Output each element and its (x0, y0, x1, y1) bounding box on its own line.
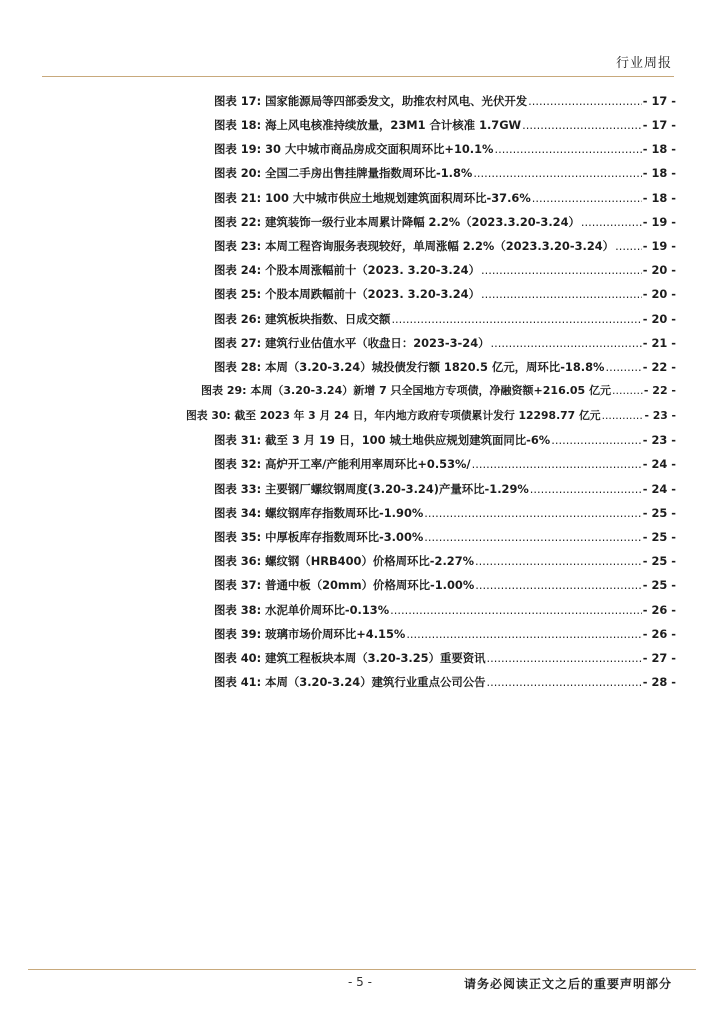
figure-label: 图表 22: (214, 215, 262, 229)
leader-dots (602, 406, 644, 426)
figure-label: 图表 32: (214, 457, 262, 471)
figure-title: 截至 2023 年 3 月 24 日，年内地方政府专项债累计发行 12298.77 亿元 (234, 409, 601, 422)
toc-entry-20[interactable] (214, 163, 676, 183)
page-ref: - 28 - (642, 675, 676, 689)
figure-title: 截至 3 月 19 日，100 城土地供应规划建筑面同比-6% (265, 433, 551, 447)
leader-dots (605, 357, 641, 377)
page-ref: - 23 - (644, 409, 676, 422)
page-ref: - 17 - (642, 118, 676, 132)
leader-dots (473, 163, 641, 183)
figure-label: 图表 24: (214, 263, 262, 277)
page-ref: - 22 - (643, 384, 676, 397)
figure-label: 图表 27: (214, 336, 262, 350)
leader-dots (612, 381, 643, 401)
leader-dots (481, 284, 642, 304)
figure-title: 螺纹钢（HRB400）价格周环比-2.27% (265, 554, 475, 568)
leader-dots (424, 503, 641, 523)
figure-label: 图表 40: (214, 651, 262, 665)
figure-label: 图表 30: (186, 409, 231, 422)
leader-dots (551, 430, 642, 450)
page-ref: - 18 - (642, 166, 676, 180)
page-ref: - 18 - (642, 142, 676, 156)
figure-title: 全国二手房出售挂牌量指数周环比-1.8% (265, 166, 473, 180)
report-type-header: 行业周报 (615, 56, 672, 71)
toc-entry-39[interactable] (214, 624, 676, 644)
page-ref: - 21 - (642, 336, 676, 350)
page-ref: - 26 - (642, 603, 676, 617)
disclaimer-text: 请务必阅读正文之后的重要声明部分 (463, 977, 672, 991)
page-ref: - 17 - (642, 94, 676, 108)
figure-title: 中厚板库存指数周环比-3.00% (265, 530, 424, 544)
toc-entry-21[interactable] (214, 188, 676, 208)
page-ref: - 25 - (642, 554, 676, 568)
figure-title: 主要钢厂螺纹钢周度(3.20-3.24)产量环比-1.29% (265, 482, 529, 496)
leader-dots (487, 672, 642, 692)
figure-label: 图表 39: (214, 627, 262, 641)
figure-label: 图表 29: (201, 384, 247, 397)
toc-entry-19[interactable] (214, 139, 676, 159)
page-ref: - 18 - (642, 191, 676, 205)
figure-label: 图表 41: (214, 675, 262, 689)
figure-title: 本周工程咨询服务表现较好，单周涨幅 2.2%（2023.3.20-3.24） (265, 239, 615, 253)
leader-dots (391, 309, 641, 329)
page-ref: - 23 - (642, 433, 676, 447)
toc-entry-18[interactable] (214, 115, 676, 135)
figure-title: 30 大中城市商品房成交面积周环比+10.1% (265, 142, 494, 156)
page-ref: - 20 - (642, 312, 676, 326)
page-ref: - 20 - (642, 263, 676, 277)
figure-label: 图表 23: (214, 239, 262, 253)
toc-entry-37[interactable] (214, 575, 676, 595)
figure-title: 螺纹钢库存指数周环比-1.90% (265, 506, 424, 520)
figure-title: 本周（3.20-3.24）城投债发行额 1820.5 亿元，周环比-18.8% (265, 360, 605, 374)
figure-title: 高炉开工率/产能利用率周环比+0.53%/ (265, 457, 471, 471)
page-ref: - 25 - (642, 578, 676, 592)
leader-dots (530, 479, 642, 499)
page-ref: - 27 - (642, 651, 676, 665)
leader-dots (475, 575, 641, 595)
toc-entry-23[interactable] (214, 236, 676, 256)
toc-entry-32[interactable] (214, 454, 676, 474)
leader-dots (472, 454, 642, 474)
figure-title: 本周（3.20-3.24）新增 7 只全国地方专项债，净融资额+216.05 亿元 (250, 384, 612, 397)
leader-dots (487, 648, 642, 668)
figure-title: 个股本周跌幅前十（2023. 3.20-3.24） (265, 287, 480, 301)
toc-entry-27[interactable] (214, 333, 676, 353)
toc-entry-40[interactable] (214, 648, 676, 668)
toc-entry-29[interactable] (201, 381, 676, 401)
toc-entry-41[interactable] (214, 672, 676, 692)
toc-entry-22[interactable] (214, 212, 676, 232)
figure-title: 水泥单价周环比-0.13% (265, 603, 390, 617)
page-ref: - 22 - (642, 360, 676, 374)
page-ref: - 19 - (642, 215, 676, 229)
page-ref: - 25 - (642, 506, 676, 520)
toc-entry-26[interactable] (214, 309, 676, 329)
toc-entry-31[interactable] (214, 430, 676, 450)
figure-label: 图表 33: (214, 482, 262, 496)
figure-label: 图表 34: (214, 506, 262, 520)
page-ref: - 26 - (642, 627, 676, 641)
leader-dots (424, 527, 641, 547)
leader-dots (615, 236, 642, 256)
figure-label: 图表 26: (214, 312, 262, 326)
figure-label: 图表 25: (214, 287, 262, 301)
figure-label: 图表 17: (214, 94, 262, 108)
leader-dots (494, 139, 641, 159)
figure-title: 普通中板（20mm）价格周环比-1.00% (265, 578, 475, 592)
leader-dots (390, 600, 642, 620)
figure-label: 图表 36: (214, 554, 262, 568)
figure-label: 图表 38: (214, 603, 262, 617)
figure-title: 国家能源局等四部委发文，助推农村风电、光伏开发 (265, 94, 528, 108)
figure-title: 建筑工程板块本周（3.20-3.25）重要资讯 (265, 651, 486, 665)
leader-dots (522, 115, 642, 135)
toc-entry-34[interactable] (214, 503, 676, 523)
page-ref: - 24 - (642, 482, 676, 496)
figure-title: 本周（3.20-3.24）建筑行业重点公司公告 (265, 675, 486, 689)
figure-label: 图表 18: (214, 118, 262, 132)
leader-dots (532, 188, 642, 208)
figure-title: 100 大中城市供应土地规划建筑面积周环比-37.6% (265, 191, 531, 205)
toc-entry-17[interactable] (214, 91, 676, 111)
page-ref: - 24 - (642, 457, 676, 471)
figure-label: 图表 37: (214, 578, 262, 592)
toc-entry-24[interactable] (214, 260, 676, 280)
header-divider (42, 76, 674, 77)
leader-dots (406, 624, 641, 644)
figure-label: 图表 19: (214, 142, 262, 156)
figure-label: 图表 31: (214, 433, 262, 447)
leader-dots (475, 551, 642, 571)
figure-title: 个股本周涨幅前十（2023. 3.20-3.24） (265, 263, 480, 277)
figure-label: 图表 20: (214, 166, 262, 180)
figure-title: 建筑装饰一级行业本周累计降幅 2.2%（2023.3.20-3.24） (265, 215, 580, 229)
figure-label: 图表 35: (214, 530, 262, 544)
figure-label: 图表 28: (214, 360, 262, 374)
figure-title: 海上风电核准持续放量，23M1 合计核准 1.7GW (265, 118, 522, 132)
toc-entry-38[interactable] (214, 600, 676, 620)
toc-entry-28[interactable] (214, 357, 676, 377)
page-number: - 5 - (348, 975, 372, 989)
leader-dots (481, 260, 642, 280)
page-ref: - 19 - (642, 239, 676, 253)
toc-entry-30[interactable] (186, 406, 676, 426)
toc-entry-35[interactable] (214, 527, 676, 547)
leader-dots (528, 91, 642, 111)
page-ref: - 25 - (642, 530, 676, 544)
leader-dots (491, 333, 642, 353)
toc-entry-36[interactable] (214, 551, 676, 571)
footer-divider (28, 969, 696, 970)
leader-dots (581, 212, 642, 232)
figure-title: 建筑板块指数、日成交额 (265, 312, 391, 326)
toc-entry-33[interactable] (214, 479, 676, 499)
figure-title: 建筑行业估值水平（收盘日：2023-3-24） (265, 336, 490, 350)
page-ref: - 20 - (642, 287, 676, 301)
figure-title: 玻璃市场价周环比+4.15% (265, 627, 406, 641)
figure-label: 图表 21: (214, 191, 262, 205)
toc-entry-25[interactable] (214, 284, 676, 304)
